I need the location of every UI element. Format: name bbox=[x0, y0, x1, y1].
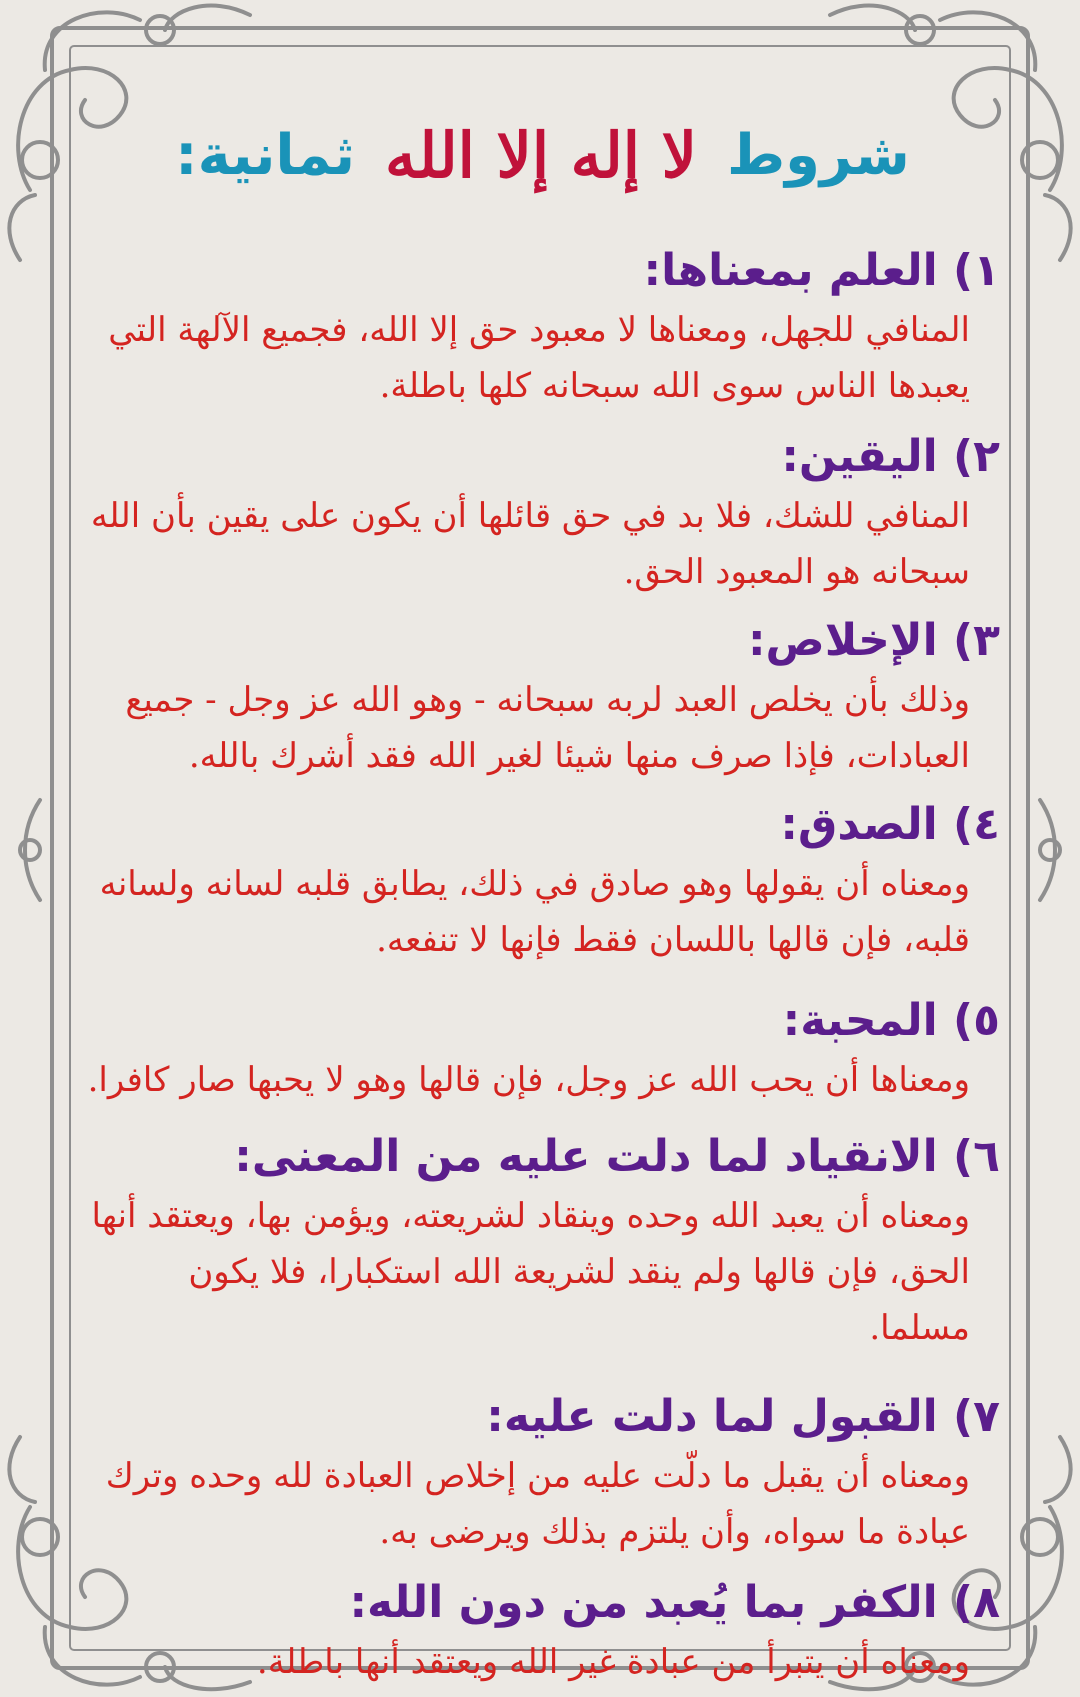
condition-8 bbox=[85, 1572, 1000, 1690]
condition-heading: ٦) الانقياد لما دلت عليه من المعنى: bbox=[234, 1131, 1000, 1182]
condition-text: ومعناه أن يتبرأ من عبادة غير الله ويعتقد أنها باطلة. bbox=[256, 1642, 970, 1682]
condition-heading: ٢) اليقين: bbox=[781, 431, 1000, 482]
condition-3 bbox=[85, 610, 1000, 784]
condition-text: ومعناه أن يقولها وهو صادق في ذلك، يطابق قلبه لسانه ولسانه قلبه، فإن قالها باللسان فقط فإنها لا تنفعه. bbox=[99, 864, 970, 960]
title-word-conditions: شروط bbox=[726, 122, 910, 188]
condition-1 bbox=[85, 240, 1000, 414]
condition-heading: ٥) المحبة: bbox=[782, 995, 1000, 1046]
document-content bbox=[85, 60, 1000, 1682]
side-ornament-left bbox=[20, 800, 40, 900]
condition-text: وذلك بأن يخلص العبد لربه سبحانه - وهو الله عز وجل - جميع العبادات، فإذا صرف منها شيئا لغير الله فقد أشرك بالله. bbox=[125, 680, 970, 776]
side-ornament-right bbox=[1040, 800, 1060, 900]
condition-text: ومعناها أن يحب الله عز وجل، فإن قالها وهو لا يحبها صار كافرا. bbox=[87, 1060, 970, 1100]
condition-text: ومعناه أن يعبد الله وحده وينقاد لشريعته، ويؤمن بها، ويعتقد أنها الحق، فإن قالها ولم ينقد لشريعة الله استكبارا، فلا يكون مسلما. bbox=[91, 1196, 970, 1348]
condition-heading: ٨) الكفر بما يُعبد من دون الله: bbox=[349, 1577, 1000, 1628]
condition-heading: ١) العلم بمعناها: bbox=[643, 245, 1000, 296]
condition-4 bbox=[85, 794, 1000, 968]
page-title bbox=[85, 70, 1000, 240]
condition-text: المنافي للجهل، ومعناها لا معبود حق إلا الله، فجميع الآلهة التي يعبدها الناس سوى الله سبحانه كلها باطلة. bbox=[108, 310, 970, 406]
title-calligraphy: لا إله إلا الله bbox=[385, 118, 697, 192]
title-word-eight: ثمانية: bbox=[175, 122, 356, 188]
condition-5 bbox=[85, 990, 1000, 1108]
condition-2 bbox=[85, 426, 1000, 600]
condition-7 bbox=[85, 1386, 1000, 1560]
condition-text: ومعناه أن يقبل ما دلّت عليه من إخلاص العبادة لله وحده وترك عبادة ما سواه، وأن يلتزم بذلك ويرضى به. bbox=[105, 1456, 970, 1552]
condition-heading: ٤) الصدق: bbox=[780, 799, 1000, 850]
condition-text: المنافي للشك، فلا بد في حق قائلها أن يكون على يقين بأن الله سبحانه هو المعبود الحق. bbox=[90, 496, 970, 592]
condition-heading: ٧) القبول لما دلت عليه: bbox=[486, 1391, 1000, 1442]
condition-heading: ٣) الإخلاص: bbox=[747, 615, 1000, 666]
condition-6 bbox=[85, 1126, 1000, 1356]
